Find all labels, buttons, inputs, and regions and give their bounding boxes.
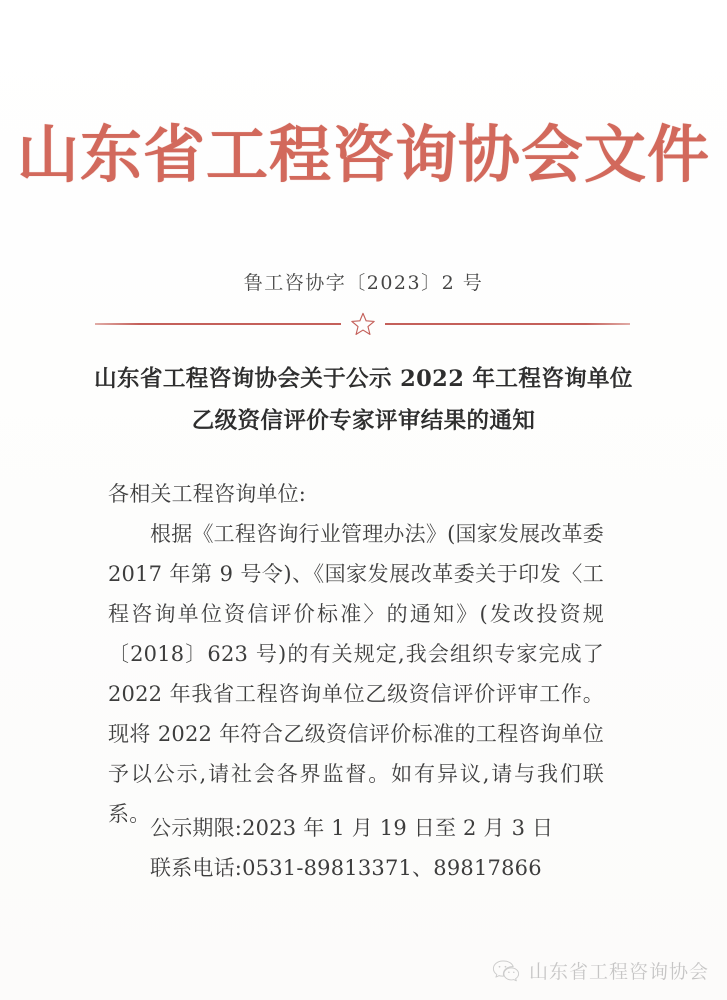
document-body bbox=[108, 474, 604, 834]
divider-rule-right bbox=[385, 323, 631, 325]
page-title-line-1: 山东省工程咨询协会关于公示 2022 年工程咨询单位 bbox=[94, 366, 633, 392]
red-divider bbox=[95, 312, 630, 336]
five-pointed-star-outline-icon bbox=[350, 311, 376, 337]
divider-rule-left bbox=[95, 323, 341, 325]
page-title-line-2: 乙级资信评价专家评审结果的通知 bbox=[191, 408, 536, 434]
masthead bbox=[0, 118, 727, 191]
footer-organization-name: 山东省工程咨询协会 bbox=[528, 961, 709, 983]
organization-masthead-title: 山东省工程咨询协会文件 bbox=[16, 118, 710, 191]
body-paragraph: 根据《工程咨询行业管理办法》(国家发展改革委 2017 年第 9 号令)、《国家发展改革委关于印发〈工程咨询单位资信评价标准〉的通知》(发改投资规〔2018〕623 号)的有关规定,我会组织专家完成了 2022 年我省工程咨询单位乙级资信评价评审工作。现将 2022 年符合乙级资信评价标准的工程咨询单位予以公示,请社会各界监督。如有异议,请与我们联系。 bbox=[108, 522, 604, 826]
closing-info bbox=[108, 808, 628, 888]
page-title bbox=[63, 358, 664, 442]
contact-phone-line: 联系电话:0531-89813371、89817866 bbox=[150, 856, 542, 880]
notice-period-line: 公示期限:2023 年 1 月 19 日至 2 月 3 日 bbox=[150, 816, 554, 840]
salutation: 各相关工程咨询单位: bbox=[108, 482, 307, 506]
wechat-logo-icon bbox=[492, 959, 520, 983]
document-number: 鲁工咨协字〔2023〕2 号 bbox=[243, 272, 484, 294]
footer-watermark bbox=[492, 957, 709, 984]
